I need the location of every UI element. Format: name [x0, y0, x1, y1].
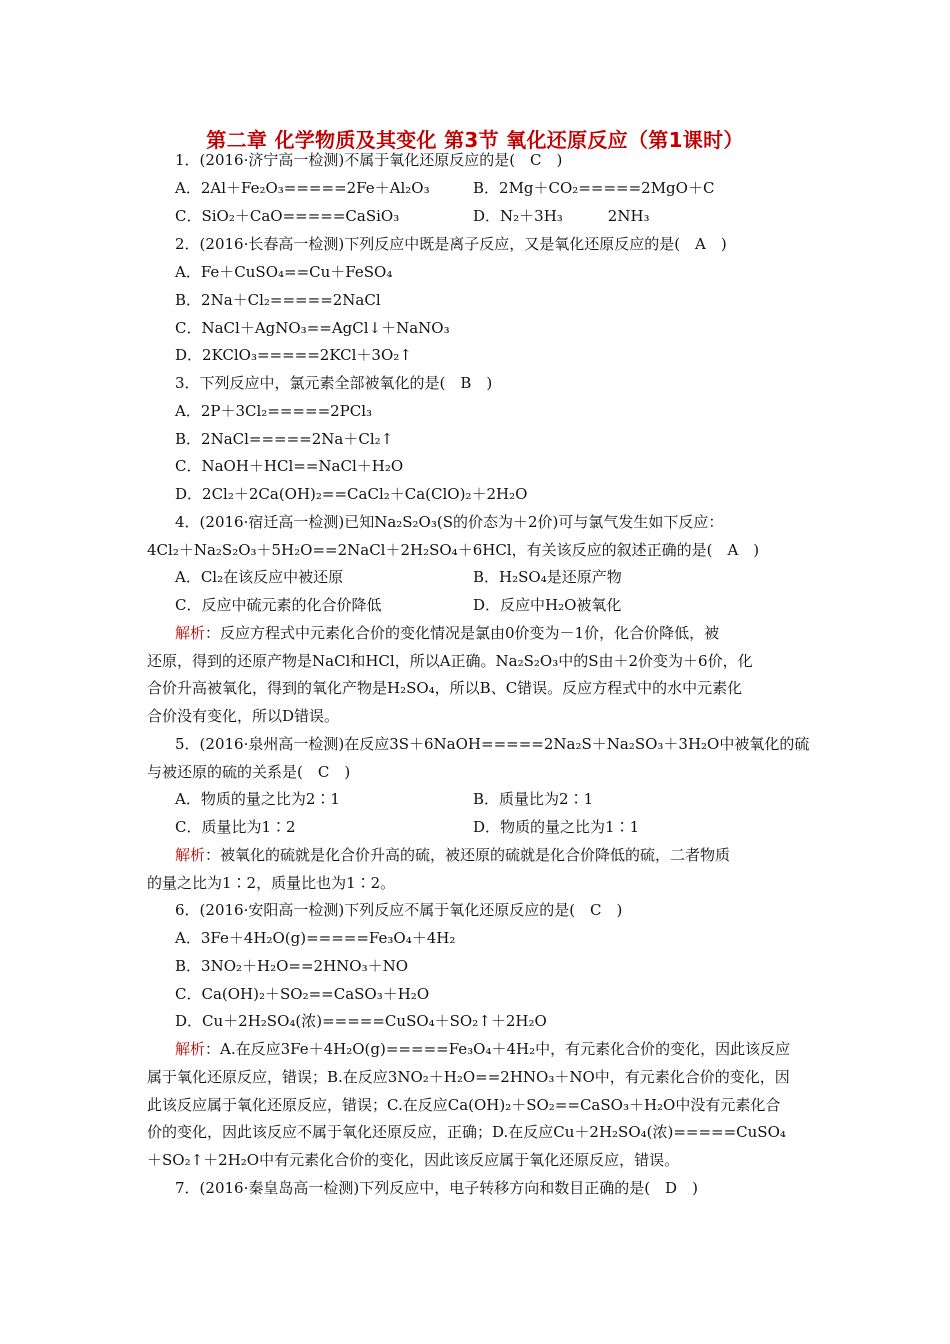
question-4-option-b: B．H₂SO₄是还原产物	[473, 568, 622, 586]
question-5-option-a: A．物质的量之比为2∶1	[175, 790, 340, 808]
question-3-option-c: C．NaOH＋HCl==NaCl＋H₂O	[175, 457, 404, 475]
question-1-option-d: D．N₂＋3H₃ 2NH₃	[473, 207, 650, 225]
question-4-option-c: C．反应中硫元素的化合价降低	[175, 596, 382, 614]
question-2-option-d: D．2KClO₃=====2KCl＋3O₂↑	[175, 346, 412, 364]
question-1-stem: 1．(2016·济宁高一检测)不属于氧化还原反应的是( C )	[175, 151, 563, 169]
question-4-explanation-line4: 合价没有变化，所以D错误。	[147, 707, 340, 725]
question-5-stem-line2: 与被还原的硫的关系是( C )	[147, 763, 351, 781]
question-5-explanation-line2: 的量之比为1∶2，质量比也为1∶2。	[147, 874, 396, 892]
question-1-option-b: B．2Mg＋CO₂=====2MgO＋C	[473, 179, 715, 197]
question-4-stem-line1: 4．(2016·宿迁高一检测)已知Na₂S₂O₃(S的价态为＋2价)可与氯气发生如下反应：	[175, 513, 724, 531]
explanation-label: 解析	[175, 846, 206, 864]
question-3-stem: 3．下列反应中，氯元素全部被氧化的是( B )	[175, 374, 493, 392]
question-6-stem: 6．(2016·安阳高一检测)下列反应不属于氧化还原反应的是( C )	[175, 901, 623, 919]
question-4-option-a: A．Cl₂在该反应中被还原	[175, 568, 344, 586]
question-4-explanation-line2: 还原，得到的还原产物是NaCl和HCl，所以A正确。Na₂S₂O₃中的S由＋2价变为＋6价，化	[147, 652, 753, 670]
page-title: 第二章 化学物质及其变化 第3节 氧化还原反应（第1课时）	[206, 128, 744, 152]
question-1-option-c: C．SiO₂＋CaO=====CaSiO₃	[175, 207, 400, 225]
question-6-explanation-line1: 解析：A.在反应3Fe＋4H₂O(g)=====Fe₃O₄＋4H₂中，有元素化合价的变化，因此该反应	[175, 1040, 791, 1058]
question-6-explanation-line4: 价的变化，因此该反应不属于氧化还原反应，正确；D.在反应Cu＋2H₂SO₄(浓)=====CuSO₄	[147, 1123, 786, 1141]
question-1-option-a: A．2Al＋Fe₂O₃=====2Fe＋Al₂O₃	[175, 179, 430, 197]
question-4-option-d: D．反应中H₂O被氧化	[473, 596, 622, 614]
question-6-option-c: C．Ca(OH)₂＋SO₂==CaSO₃＋H₂O	[175, 985, 430, 1003]
question-3-option-d: D．2Cl₂＋2Ca(OH)₂==CaCl₂＋Ca(ClO)₂＋2H₂O	[175, 485, 528, 503]
explanation-label: 解析	[175, 624, 206, 642]
question-6-explanation-line3: 此该反应属于氧化还原反应，错误；C.在反应Ca(OH)₂＋SO₂==CaSO₃＋H₂O中没有元素化合	[147, 1096, 781, 1114]
question-6-explanation-line2: 属于氧化还原反应，错误；B.在反应3NO₂＋H₂O==2HNO₃＋NO中，有元素化合价的变化，因	[147, 1068, 790, 1086]
question-4-explanation-line3: 合价升高被氧化，得到的氧化产物是H₂SO₄，所以B、C错误。反应方程式中的水中元素化	[147, 679, 743, 697]
question-6-option-b: B．3NO₂＋H₂O==2HNO₃＋NO	[175, 957, 409, 975]
question-4-stem-line2: 4Cl₂＋Na₂S₂O₃＋5H₂O==2NaCl＋2H₂SO₄＋6HCl，有关该反应的叙述正确的是( A )	[147, 541, 760, 559]
question-5-option-b: B．质量比为2∶1	[473, 790, 594, 808]
question-2-option-b: B．2Na＋Cl₂=====2NaCl	[175, 291, 381, 309]
question-2-stem: 2．(2016·长春高一检测)下列反应中既是离子反应，又是氧化还原反应的是( A )	[175, 235, 727, 253]
question-6-option-d: D．Cu＋2H₂SO₄(浓)=====CuSO₄＋SO₂↑＋2H₂O	[175, 1012, 547, 1030]
question-3-option-b: B．2NaCl=====2Na＋Cl₂↑	[175, 430, 394, 448]
question-5-explanation-line1: 解析：被氧化的硫就是化合价升高的硫，被还原的硫就是化合价降低的硫，二者物质	[175, 846, 731, 864]
question-2-option-a: A．Fe＋CuSO₄==Cu＋FeSO₄	[175, 263, 393, 281]
explanation-label: 解析	[175, 1040, 206, 1058]
question-2-option-c: C．NaCl＋AgNO₃==AgCl↓＋NaNO₃	[175, 319, 450, 337]
question-3-option-a: A．2P＋3Cl₂=====2PCl₃	[175, 402, 373, 420]
question-5-option-c: C．质量比为1∶2	[175, 818, 296, 836]
question-7-stem: 7．(2016·秦皇岛高一检测)下列反应中，电子转移方向和数目正确的是( D )	[175, 1179, 698, 1197]
question-6-option-a: A．3Fe＋4H₂O(g)=====Fe₃O₄＋4H₂	[175, 929, 456, 947]
question-5-stem-line1: 5．(2016·泉州高一检测)在反应3S＋6NaOH=====2Na₂S＋Na₂SO₃＋3H₂O中被氧化的硫	[175, 735, 810, 753]
question-6-explanation-line5: ＋SO₂↑＋2H₂O中有元素化合价的变化，因此该反应属于氧化还原反应，错误。	[147, 1151, 680, 1169]
question-4-explanation-line1: 解析：反应方程式中元素化合价的变化情况是氯由0价变为－1价，化合价降低，被	[175, 624, 720, 642]
question-5-option-d: D．物质的量之比为1∶1	[473, 818, 640, 836]
